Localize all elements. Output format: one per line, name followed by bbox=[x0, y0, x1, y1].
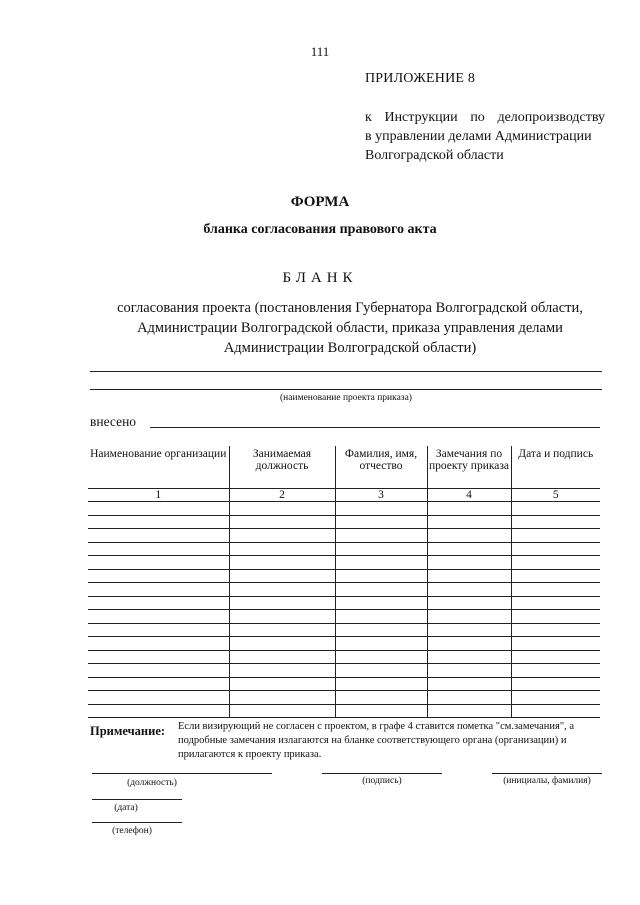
table-cell[interactable] bbox=[427, 502, 511, 516]
table-cell[interactable] bbox=[427, 664, 511, 678]
table-cell[interactable] bbox=[427, 704, 511, 718]
table-cell[interactable] bbox=[88, 704, 229, 718]
table-row[interactable] bbox=[88, 569, 600, 583]
table-cell[interactable] bbox=[88, 610, 229, 624]
appendix-title: ПРИЛОЖЕНИЕ 8 bbox=[365, 71, 476, 86]
table-cell[interactable] bbox=[511, 515, 600, 529]
table-cell[interactable] bbox=[335, 677, 427, 691]
table-cell[interactable] bbox=[511, 502, 600, 516]
phone-line[interactable] bbox=[92, 822, 182, 823]
table-cell[interactable] bbox=[427, 596, 511, 610]
table-row[interactable] bbox=[88, 596, 600, 610]
table-cell[interactable] bbox=[335, 596, 427, 610]
note-text: Если визирующий не согласен с проектом, в графе 4 ставится пометка "см.замечания", а подробные замечания излагаются на бланке соответствующего органа (организации) и прилагаются к проекту приказа. bbox=[178, 721, 575, 760]
table-cell[interactable] bbox=[88, 502, 229, 516]
column-header: Занимаемая должность bbox=[229, 446, 335, 489]
table-cell[interactable] bbox=[511, 704, 600, 718]
table-cell[interactable] bbox=[335, 691, 427, 705]
table-cell[interactable] bbox=[511, 529, 600, 543]
table-cell[interactable] bbox=[427, 677, 511, 691]
table-cell[interactable] bbox=[88, 637, 229, 651]
table-row[interactable] bbox=[88, 623, 600, 637]
table-cell[interactable] bbox=[335, 542, 427, 556]
note-label: Примечание: bbox=[90, 724, 166, 738]
initials-caption: (инициалы, фамилия) bbox=[503, 776, 591, 786]
position-line[interactable] bbox=[92, 773, 272, 774]
table-cell[interactable] bbox=[88, 691, 229, 705]
table-cell[interactable] bbox=[88, 529, 229, 543]
table-cell[interactable] bbox=[427, 650, 511, 664]
table-cell[interactable] bbox=[229, 610, 335, 624]
table-row[interactable] bbox=[88, 677, 600, 691]
position-caption: (должность) bbox=[127, 778, 177, 788]
signature-line[interactable] bbox=[322, 773, 442, 774]
signature-caption: (подпись) bbox=[362, 776, 402, 786]
table-row[interactable] bbox=[88, 637, 600, 651]
phone-caption: (телефон) bbox=[112, 826, 152, 836]
column-number: 4 bbox=[427, 489, 511, 502]
date-line[interactable] bbox=[92, 799, 182, 800]
table-row[interactable] bbox=[88, 502, 600, 516]
column-number: 3 bbox=[335, 489, 427, 502]
table-cell[interactable] bbox=[511, 556, 600, 570]
table-cell[interactable] bbox=[88, 623, 229, 637]
form-title: ФОРМА bbox=[290, 194, 350, 210]
column-number: 1 bbox=[88, 489, 229, 502]
table-cell[interactable] bbox=[427, 515, 511, 529]
table-cell[interactable] bbox=[511, 691, 600, 705]
table-cell[interactable] bbox=[427, 569, 511, 583]
table-cell[interactable] bbox=[427, 610, 511, 624]
column-number: 2 bbox=[229, 489, 335, 502]
table-cell[interactable] bbox=[427, 542, 511, 556]
table-cell[interactable] bbox=[88, 542, 229, 556]
instruction-line: Волгоградской области bbox=[365, 148, 504, 163]
table-cell[interactable] bbox=[511, 542, 600, 556]
table-cell[interactable] bbox=[427, 637, 511, 651]
table-cell[interactable] bbox=[511, 623, 600, 637]
table-cell[interactable] bbox=[229, 529, 335, 543]
table-cell[interactable] bbox=[229, 650, 335, 664]
table-cell[interactable] bbox=[229, 542, 335, 556]
table-cell[interactable] bbox=[511, 650, 600, 664]
table-row[interactable] bbox=[88, 691, 600, 705]
table-cell[interactable] bbox=[229, 583, 335, 597]
table-cell[interactable] bbox=[88, 569, 229, 583]
instruction-line: к Инструкции по делопроизводству bbox=[365, 110, 605, 125]
table-cell[interactable] bbox=[427, 583, 511, 597]
table-row[interactable] bbox=[88, 583, 600, 597]
column-number-row bbox=[88, 489, 600, 502]
submitted-label: внесено bbox=[90, 414, 137, 429]
table-cell[interactable] bbox=[88, 556, 229, 570]
table-cell[interactable] bbox=[229, 556, 335, 570]
table-cell[interactable] bbox=[335, 502, 427, 516]
page-number: 111 bbox=[310, 44, 330, 59]
blank-description-line: согласования проекта (постановления Губернатора Волгоградской области, bbox=[117, 300, 583, 316]
table-row[interactable] bbox=[88, 542, 600, 556]
table-cell[interactable] bbox=[88, 677, 229, 691]
submitted-line[interactable] bbox=[150, 427, 600, 428]
table-cell[interactable] bbox=[335, 529, 427, 543]
table-cell[interactable] bbox=[88, 583, 229, 597]
column-header: Замечания по проекту приказа bbox=[427, 446, 511, 489]
table-cell[interactable] bbox=[511, 596, 600, 610]
table-cell[interactable] bbox=[511, 569, 600, 583]
table-cell[interactable] bbox=[511, 610, 600, 624]
table-cell[interactable] bbox=[335, 556, 427, 570]
project-name-line[interactable] bbox=[90, 389, 602, 390]
table-cell[interactable] bbox=[511, 677, 600, 691]
table-cell[interactable] bbox=[229, 623, 335, 637]
table-cell[interactable] bbox=[511, 583, 600, 597]
table-row[interactable] bbox=[88, 529, 600, 543]
table-cell[interactable] bbox=[229, 677, 335, 691]
table-row[interactable] bbox=[88, 515, 600, 529]
table-cell[interactable] bbox=[427, 623, 511, 637]
table-cell[interactable] bbox=[511, 637, 600, 651]
blank-description-line: Администрации Волгоградской области) bbox=[223, 340, 477, 356]
column-header: Дата и подпись bbox=[511, 446, 600, 489]
table-cell[interactable] bbox=[88, 596, 229, 610]
table-row[interactable] bbox=[88, 650, 600, 664]
table-cell[interactable] bbox=[335, 623, 427, 637]
table-cell[interactable] bbox=[335, 664, 427, 678]
table-cell[interactable] bbox=[88, 650, 229, 664]
initials-line[interactable] bbox=[492, 773, 602, 774]
table-cell[interactable] bbox=[229, 664, 335, 678]
table-row[interactable] bbox=[88, 610, 600, 624]
table-cell[interactable] bbox=[335, 637, 427, 651]
table-header-row bbox=[88, 446, 600, 489]
table-cell[interactable] bbox=[427, 529, 511, 543]
table-cell[interactable] bbox=[335, 583, 427, 597]
table-cell[interactable] bbox=[427, 556, 511, 570]
table-cell[interactable] bbox=[229, 691, 335, 705]
table-cell[interactable] bbox=[335, 569, 427, 583]
table-row[interactable] bbox=[88, 704, 600, 718]
blank-title: БЛАНК bbox=[282, 270, 358, 286]
table-row[interactable] bbox=[88, 664, 600, 678]
table-cell[interactable] bbox=[335, 650, 427, 664]
table-cell[interactable] bbox=[335, 704, 427, 718]
column-number: 5 bbox=[511, 489, 600, 502]
project-name-line[interactable] bbox=[90, 371, 602, 372]
table-cell[interactable] bbox=[88, 664, 229, 678]
table-cell[interactable] bbox=[335, 610, 427, 624]
table-cell[interactable] bbox=[335, 515, 427, 529]
table-cell[interactable] bbox=[229, 515, 335, 529]
column-header: Наименование организации bbox=[88, 446, 229, 489]
table-cell[interactable] bbox=[229, 596, 335, 610]
table-cell[interactable] bbox=[229, 704, 335, 718]
table-cell[interactable] bbox=[229, 569, 335, 583]
table-cell[interactable] bbox=[229, 502, 335, 516]
project-name-caption: (наименование проекта приказа) bbox=[280, 393, 412, 403]
blank-description-line: Администрации Волгоградской области, приказа управления делами bbox=[137, 320, 563, 336]
form-subtitle: бланка согласования правового акта bbox=[203, 222, 437, 237]
instruction-line: в управлении делами Администрации bbox=[365, 129, 592, 144]
table-cell[interactable] bbox=[511, 664, 600, 678]
table-cell[interactable] bbox=[229, 637, 335, 651]
approval-table bbox=[88, 446, 600, 718]
table-cell[interactable] bbox=[427, 691, 511, 705]
date-caption: (дата) bbox=[114, 803, 138, 813]
column-header: Фамилия, имя, отчество bbox=[335, 446, 427, 489]
table-row[interactable] bbox=[88, 556, 600, 570]
table-cell[interactable] bbox=[88, 515, 229, 529]
